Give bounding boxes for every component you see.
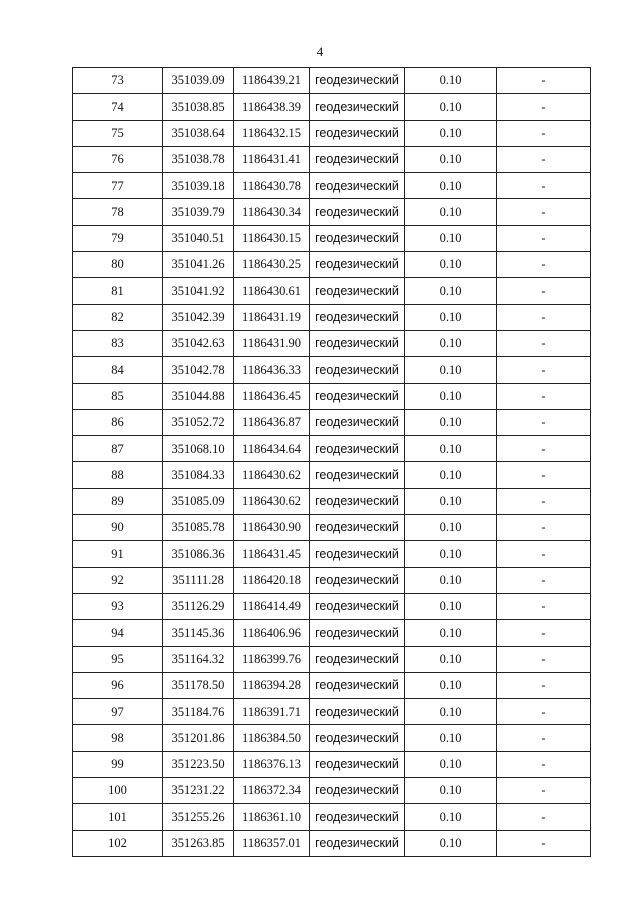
- accuracy-cell: 0.10: [405, 830, 497, 856]
- y-coordinate-cell: 1186430.78: [234, 173, 310, 199]
- accuracy-cell: 0.10: [405, 515, 497, 541]
- y-coordinate-cell: 1186431.90: [234, 330, 310, 356]
- point-number-cell: 84: [73, 357, 163, 383]
- point-number-cell: 82: [73, 304, 163, 330]
- description-cell: -: [497, 120, 591, 146]
- point-number-cell: 79: [73, 225, 163, 251]
- x-coordinate-cell: 351126.29: [163, 593, 234, 619]
- x-coordinate-cell: 351178.50: [163, 672, 234, 698]
- point-number-cell: 85: [73, 383, 163, 409]
- point-number-cell: 97: [73, 699, 163, 725]
- table-row: [73, 68, 591, 94]
- coordinates-table-body: [73, 68, 591, 857]
- accuracy-cell: 0.10: [405, 357, 497, 383]
- method-cell: геодезический: [310, 515, 405, 541]
- point-number-cell: 100: [73, 778, 163, 804]
- point-number-cell: 78: [73, 199, 163, 225]
- description-cell: -: [497, 541, 591, 567]
- table-row: [73, 830, 591, 856]
- table-row: [73, 409, 591, 435]
- method-cell: геодезический: [310, 646, 405, 672]
- y-coordinate-cell: 1186414.49: [234, 593, 310, 619]
- x-coordinate-cell: 351145.36: [163, 620, 234, 646]
- description-cell: -: [497, 225, 591, 251]
- method-cell: геодезический: [310, 146, 405, 172]
- point-number-cell: 83: [73, 330, 163, 356]
- accuracy-cell: 0.10: [405, 173, 497, 199]
- description-cell: -: [497, 462, 591, 488]
- y-coordinate-cell: 1186406.96: [234, 620, 310, 646]
- method-cell: геодезический: [310, 567, 405, 593]
- accuracy-cell: 0.10: [405, 699, 497, 725]
- y-coordinate-cell: 1186432.15: [234, 120, 310, 146]
- accuracy-cell: 0.10: [405, 778, 497, 804]
- y-coordinate-cell: 1186430.62: [234, 462, 310, 488]
- table-row: [73, 567, 591, 593]
- y-coordinate-cell: 1186384.50: [234, 725, 310, 751]
- x-coordinate-cell: 351263.85: [163, 830, 234, 856]
- method-cell: геодезический: [310, 436, 405, 462]
- y-coordinate-cell: 1186430.15: [234, 225, 310, 251]
- accuracy-cell: 0.10: [405, 567, 497, 593]
- y-coordinate-cell: 1186376.13: [234, 751, 310, 777]
- table-row: [73, 620, 591, 646]
- description-cell: -: [497, 409, 591, 435]
- accuracy-cell: 0.10: [405, 672, 497, 698]
- point-number-cell: 91: [73, 541, 163, 567]
- description-cell: -: [497, 330, 591, 356]
- description-cell: -: [497, 488, 591, 514]
- point-number-cell: 98: [73, 725, 163, 751]
- y-coordinate-cell: 1186434.64: [234, 436, 310, 462]
- table-row: [73, 751, 591, 777]
- x-coordinate-cell: 351042.63: [163, 330, 234, 356]
- accuracy-cell: 0.10: [405, 541, 497, 567]
- accuracy-cell: 0.10: [405, 278, 497, 304]
- x-coordinate-cell: 351042.39: [163, 304, 234, 330]
- y-coordinate-cell: 1186436.33: [234, 357, 310, 383]
- method-cell: геодезический: [310, 120, 405, 146]
- method-cell: геодезический: [310, 173, 405, 199]
- point-number-cell: 77: [73, 173, 163, 199]
- y-coordinate-cell: 1186361.10: [234, 804, 310, 830]
- method-cell: геодезический: [310, 778, 405, 804]
- method-cell: геодезический: [310, 330, 405, 356]
- y-coordinate-cell: 1186420.18: [234, 567, 310, 593]
- y-coordinate-cell: 1186430.34: [234, 199, 310, 225]
- table-row: [73, 225, 591, 251]
- y-coordinate-cell: 1186430.62: [234, 488, 310, 514]
- table-row: [73, 120, 591, 146]
- table-row: [73, 199, 591, 225]
- y-coordinate-cell: 1186438.39: [234, 94, 310, 120]
- accuracy-cell: 0.10: [405, 304, 497, 330]
- x-coordinate-cell: 351084.33: [163, 462, 234, 488]
- description-cell: -: [497, 383, 591, 409]
- accuracy-cell: 0.10: [405, 330, 497, 356]
- description-cell: -: [497, 357, 591, 383]
- accuracy-cell: 0.10: [405, 646, 497, 672]
- description-cell: -: [497, 725, 591, 751]
- x-coordinate-cell: 351039.09: [163, 68, 234, 94]
- description-cell: -: [497, 778, 591, 804]
- method-cell: геодезический: [310, 278, 405, 304]
- description-cell: -: [497, 146, 591, 172]
- point-number-cell: 90: [73, 515, 163, 541]
- accuracy-cell: 0.10: [405, 225, 497, 251]
- method-cell: геодезический: [310, 462, 405, 488]
- x-coordinate-cell: 351223.50: [163, 751, 234, 777]
- point-number-cell: 96: [73, 672, 163, 698]
- point-number-cell: 73: [73, 68, 163, 94]
- table-row: [73, 778, 591, 804]
- accuracy-cell: 0.10: [405, 146, 497, 172]
- x-coordinate-cell: 351044.88: [163, 383, 234, 409]
- table-row: [73, 804, 591, 830]
- accuracy-cell: 0.10: [405, 68, 497, 94]
- x-coordinate-cell: 351085.09: [163, 488, 234, 514]
- accuracy-cell: 0.10: [405, 436, 497, 462]
- x-coordinate-cell: 351052.72: [163, 409, 234, 435]
- accuracy-cell: 0.10: [405, 488, 497, 514]
- table-row: [73, 515, 591, 541]
- y-coordinate-cell: 1186439.21: [234, 68, 310, 94]
- description-cell: -: [497, 593, 591, 619]
- description-cell: -: [497, 173, 591, 199]
- table-row: [73, 383, 591, 409]
- method-cell: геодезический: [310, 68, 405, 94]
- accuracy-cell: 0.10: [405, 94, 497, 120]
- point-number-cell: 88: [73, 462, 163, 488]
- description-cell: -: [497, 436, 591, 462]
- accuracy-cell: 0.10: [405, 199, 497, 225]
- method-cell: геодезический: [310, 199, 405, 225]
- table-row: [73, 593, 591, 619]
- x-coordinate-cell: 351040.51: [163, 225, 234, 251]
- accuracy-cell: 0.10: [405, 462, 497, 488]
- table-row: [73, 94, 591, 120]
- point-number-cell: 92: [73, 567, 163, 593]
- x-coordinate-cell: 351041.26: [163, 252, 234, 278]
- y-coordinate-cell: 1186436.87: [234, 409, 310, 435]
- table-row: [73, 330, 591, 356]
- description-cell: -: [497, 199, 591, 225]
- method-cell: геодезический: [310, 383, 405, 409]
- y-coordinate-cell: 1186431.41: [234, 146, 310, 172]
- method-cell: геодезический: [310, 94, 405, 120]
- accuracy-cell: 0.10: [405, 725, 497, 751]
- x-coordinate-cell: 351184.76: [163, 699, 234, 725]
- method-cell: геодезический: [310, 804, 405, 830]
- table-row: [73, 146, 591, 172]
- point-number-cell: 80: [73, 252, 163, 278]
- y-coordinate-cell: 1186372.34: [234, 778, 310, 804]
- description-cell: -: [497, 620, 591, 646]
- table-row: [73, 725, 591, 751]
- point-number-cell: 89: [73, 488, 163, 514]
- x-coordinate-cell: 351039.79: [163, 199, 234, 225]
- method-cell: геодезический: [310, 541, 405, 567]
- description-cell: -: [497, 751, 591, 777]
- description-cell: -: [497, 304, 591, 330]
- description-cell: -: [497, 252, 591, 278]
- accuracy-cell: 0.10: [405, 383, 497, 409]
- x-coordinate-cell: 351231.22: [163, 778, 234, 804]
- x-coordinate-cell: 351111.28: [163, 567, 234, 593]
- accuracy-cell: 0.10: [405, 751, 497, 777]
- y-coordinate-cell: 1186357.01: [234, 830, 310, 856]
- point-number-cell: 86: [73, 409, 163, 435]
- point-number-cell: 75: [73, 120, 163, 146]
- y-coordinate-cell: 1186430.90: [234, 515, 310, 541]
- y-coordinate-cell: 1186391.71: [234, 699, 310, 725]
- method-cell: геодезический: [310, 699, 405, 725]
- table-row: [73, 304, 591, 330]
- x-coordinate-cell: 351038.64: [163, 120, 234, 146]
- table-row: [73, 699, 591, 725]
- table-row: [73, 541, 591, 567]
- method-cell: геодезический: [310, 304, 405, 330]
- table-row: [73, 173, 591, 199]
- point-number-cell: 102: [73, 830, 163, 856]
- method-cell: геодезический: [310, 672, 405, 698]
- description-cell: -: [497, 567, 591, 593]
- description-cell: -: [497, 830, 591, 856]
- point-number-cell: 74: [73, 94, 163, 120]
- method-cell: геодезический: [310, 830, 405, 856]
- y-coordinate-cell: 1186399.76: [234, 646, 310, 672]
- table-row: [73, 646, 591, 672]
- x-coordinate-cell: 351038.85: [163, 94, 234, 120]
- x-coordinate-cell: 351041.92: [163, 278, 234, 304]
- table-row: [73, 278, 591, 304]
- x-coordinate-cell: 351164.32: [163, 646, 234, 672]
- point-number-cell: 94: [73, 620, 163, 646]
- table-row: [73, 357, 591, 383]
- accuracy-cell: 0.10: [405, 620, 497, 646]
- description-cell: -: [497, 278, 591, 304]
- x-coordinate-cell: 351038.78: [163, 146, 234, 172]
- x-coordinate-cell: 351039.18: [163, 173, 234, 199]
- method-cell: геодезический: [310, 751, 405, 777]
- y-coordinate-cell: 1186430.25: [234, 252, 310, 278]
- method-cell: геодезический: [310, 725, 405, 751]
- x-coordinate-cell: 351068.10: [163, 436, 234, 462]
- y-coordinate-cell: 1186436.45: [234, 383, 310, 409]
- accuracy-cell: 0.10: [405, 120, 497, 146]
- method-cell: геодезический: [310, 620, 405, 646]
- description-cell: -: [497, 672, 591, 698]
- x-coordinate-cell: 351255.26: [163, 804, 234, 830]
- point-number-cell: 101: [73, 804, 163, 830]
- point-number-cell: 93: [73, 593, 163, 619]
- method-cell: геодезический: [310, 252, 405, 278]
- point-number-cell: 76: [73, 146, 163, 172]
- point-number-cell: 99: [73, 751, 163, 777]
- accuracy-cell: 0.10: [405, 804, 497, 830]
- method-cell: геодезический: [310, 409, 405, 435]
- description-cell: -: [497, 646, 591, 672]
- table-row: [73, 252, 591, 278]
- accuracy-cell: 0.10: [405, 409, 497, 435]
- point-number-cell: 87: [73, 436, 163, 462]
- description-cell: -: [497, 515, 591, 541]
- y-coordinate-cell: 1186431.19: [234, 304, 310, 330]
- method-cell: геодезический: [310, 488, 405, 514]
- y-coordinate-cell: 1186394.28: [234, 672, 310, 698]
- y-coordinate-cell: 1186430.61: [234, 278, 310, 304]
- method-cell: геодезический: [310, 357, 405, 383]
- point-number-cell: 95: [73, 646, 163, 672]
- coordinates-table: [72, 67, 591, 857]
- x-coordinate-cell: 351201.86: [163, 725, 234, 751]
- table-row: [73, 488, 591, 514]
- y-coordinate-cell: 1186431.45: [234, 541, 310, 567]
- table-row: [73, 672, 591, 698]
- method-cell: геодезический: [310, 593, 405, 619]
- x-coordinate-cell: 351086.36: [163, 541, 234, 567]
- description-cell: -: [497, 699, 591, 725]
- point-number-cell: 81: [73, 278, 163, 304]
- page-number: 4: [316, 44, 324, 59]
- accuracy-cell: 0.10: [405, 252, 497, 278]
- x-coordinate-cell: 351042.78: [163, 357, 234, 383]
- accuracy-cell: 0.10: [405, 593, 497, 619]
- table-row: [73, 436, 591, 462]
- table-row: [73, 462, 591, 488]
- x-coordinate-cell: 351085.78: [163, 515, 234, 541]
- description-cell: -: [497, 68, 591, 94]
- method-cell: геодезический: [310, 225, 405, 251]
- description-cell: -: [497, 804, 591, 830]
- description-cell: -: [497, 94, 591, 120]
